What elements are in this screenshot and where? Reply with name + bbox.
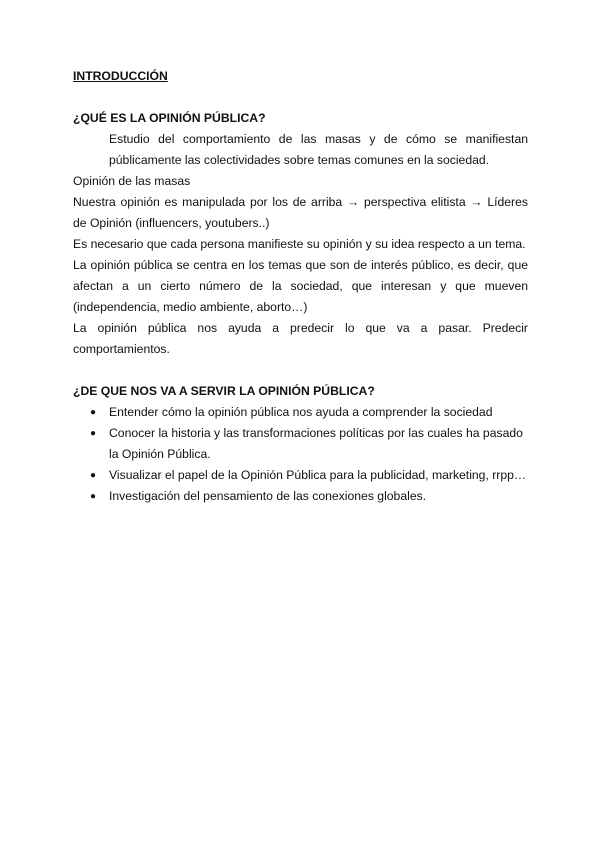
paragraph: Opinión de las masas	[73, 174, 191, 188]
document-page	[73, 66, 528, 507]
bullet-icon: ●	[90, 491, 97, 502]
paragraph: Nuestra opinión es manipulada por los de arriba → perspectiva elitista → Líderes de Opinión (influencers, youtubers..)	[73, 195, 528, 230]
spacer	[73, 87, 528, 108]
paragraph: La opinión pública se centra en los temas que son de interés público, es decir, que afectan a un cierto número de la sociedad, que interesan y que mueven (independencia, medio ambiente, aborto…)	[73, 258, 528, 314]
bullet-icon: ●	[90, 470, 97, 481]
list-item-text: Investigación del pensamiento de las conexiones globales.	[109, 489, 427, 503]
paragraph: Es necesario que cada persona manifieste su opinión y su idea respecto a un tema.	[73, 237, 526, 251]
document-title: INTRODUCCIÓN	[73, 69, 168, 83]
definition-paragraph: Estudio del comportamiento de las masas y de cómo se manifiestan públicamente las colectividades sobre temas comunes en la sociedad.	[109, 132, 528, 167]
list-item	[73, 402, 528, 423]
list-item-text: Conocer la historia y las transformaciones políticas por las cuales ha pasado la Opinión Pública.	[109, 426, 523, 461]
bullet-icon: ●	[90, 428, 97, 439]
list-item	[73, 423, 528, 465]
section-heading-de-que-sirve: ¿DE QUE NOS VA A SERVIR LA OPINIÓN PÚBLICA?	[73, 384, 375, 398]
section-heading-que-es: ¿QUÉ ES LA OPINIÓN PÚBLICA?	[73, 111, 266, 125]
list-item	[73, 465, 528, 486]
list-item	[73, 486, 528, 507]
list-item-text: Entender cómo la opinión pública nos ayuda a comprender la sociedad	[109, 405, 493, 419]
paragraph: La opinión pública nos ayuda a predecir lo que va a pasar. Predecir comportamientos.	[73, 321, 528, 356]
bullet-list	[73, 402, 528, 507]
bullet-icon: ●	[90, 407, 97, 418]
list-item-text: Visualizar el papel de la Opinión Pública para la publicidad, marketing, rrpp…	[109, 468, 527, 482]
spacer	[73, 360, 528, 381]
